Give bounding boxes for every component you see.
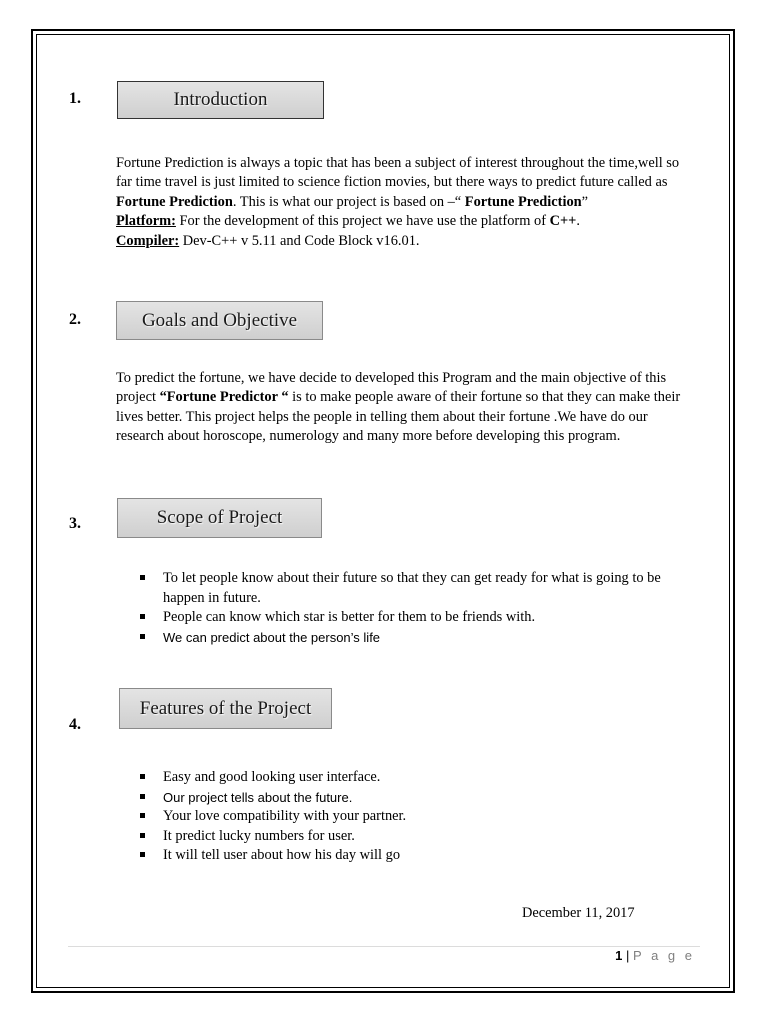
list-item: It will tell user about how his day will go bbox=[140, 846, 700, 866]
section-heading-features: Features of the Project bbox=[119, 688, 332, 729]
goals-paragraph: To predict the fortune, we have decide to developed this Program and the main objective of this project “Fortune Predictor “ is to make people aware of their fortune so that they can make their lives better. This project helps the people in telling them about their fortune .We have do our research about horoscope, numerology and many more before developing this program. bbox=[116, 370, 681, 445]
list-item: Easy and good looking user interface. bbox=[140, 768, 700, 788]
page-word: P a g e bbox=[633, 948, 695, 963]
section-number-2: 2. bbox=[69, 311, 81, 328]
section-heading-scope: Scope of Project bbox=[117, 498, 322, 538]
page-number: 1 bbox=[615, 948, 623, 963]
list-item: We can predict about the person’s life bbox=[140, 628, 700, 648]
section-number-1: 1. bbox=[69, 90, 81, 107]
scope-list bbox=[140, 569, 700, 647]
document-date: December 11, 2017 bbox=[522, 905, 635, 921]
list-item: To let people know about their future so that they can get ready for what is going to be happen in future. bbox=[140, 569, 700, 608]
section-heading-introduction: Introduction bbox=[117, 81, 324, 119]
section-number-3: 3. bbox=[69, 515, 81, 532]
footer-separator: | bbox=[626, 948, 630, 963]
platform-label: Platform: bbox=[116, 213, 176, 230]
footer-divider bbox=[68, 946, 700, 947]
compiler-label: Compiler: bbox=[116, 232, 180, 249]
features-list bbox=[140, 768, 700, 866]
page-footer bbox=[615, 948, 695, 963]
section-heading-goals: Goals and Objective bbox=[116, 301, 323, 340]
list-item: Your love compatibility with your partner. bbox=[140, 807, 700, 827]
list-item: People can know which star is better for them to be friends with. bbox=[140, 608, 700, 628]
section-number-4: 4. bbox=[69, 716, 81, 733]
list-item: Our project tells about the future. bbox=[140, 788, 700, 808]
list-item: It predict lucky numbers for user. bbox=[140, 827, 700, 847]
intro-paragraph: Fortune Prediction is always a topic that has been a subject of interest throughout the time,well so far time travel is just limited to science fiction movies, but there ways to predict future called as Fortune Prediction. This is what our project is based on –“ Fortune Prediction” Platform: For the development of this project we have use the platform of C++. Compiler: Dev-C++ v 5.11 and Code Block v16.01. bbox=[116, 155, 680, 249]
